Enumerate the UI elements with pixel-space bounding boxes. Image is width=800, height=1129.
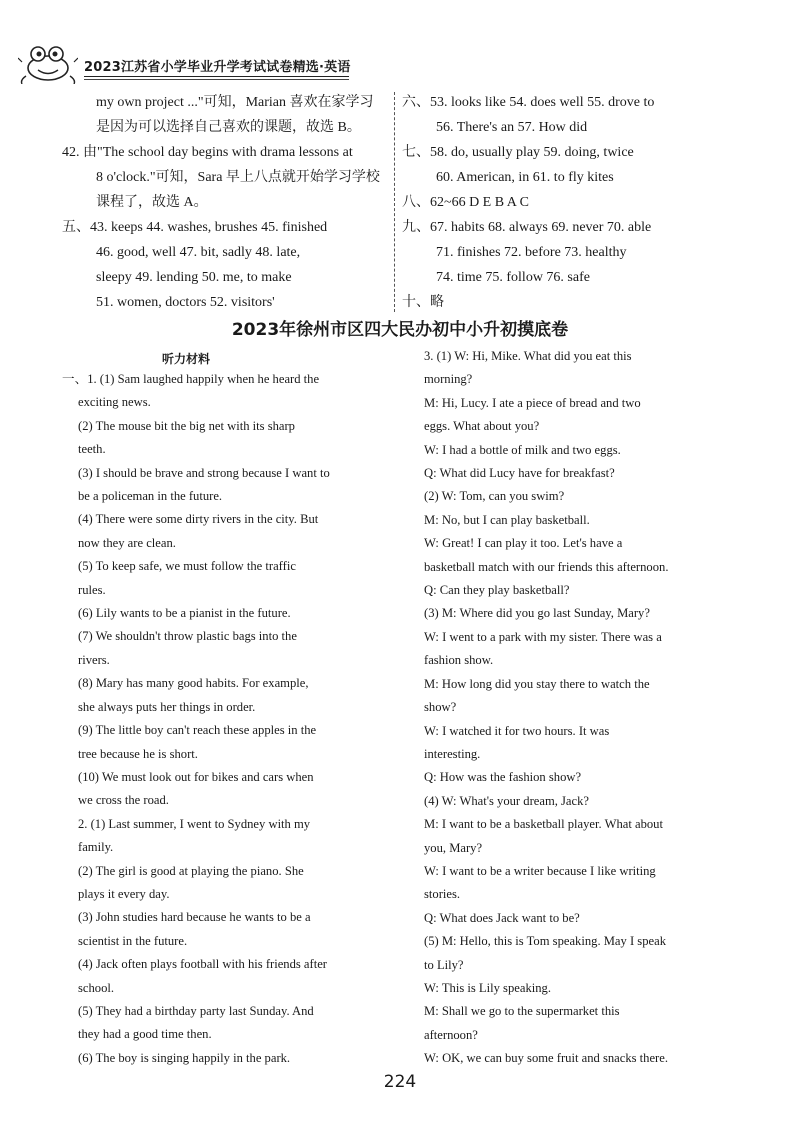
listening-line: she always puts her things in order.: [78, 699, 256, 714]
listening-line: W: I went to a park with my sister. There was a: [424, 629, 662, 644]
listening-line: you, Mary?: [424, 840, 483, 855]
listening-line: eggs. What about you?: [424, 419, 540, 434]
listening-line: now they are clean.: [78, 535, 176, 550]
answer-line: 六、53. looks like 54. does well 55. drove to: [402, 95, 655, 110]
listening-line: school.: [78, 980, 115, 995]
answer-line: 九、67. habits 68. always 69. never 70. able: [402, 220, 652, 235]
listening-line: Q: How was the fashion show?: [424, 770, 582, 785]
listening-line: W: I watched it for two hours. It was: [424, 723, 610, 738]
listening-line: W: This is Lily speaking.: [424, 980, 551, 995]
listening-line: plays it every day.: [78, 886, 170, 901]
answer-line: 8 o'clock."可知，Sara 早上八点就开始学习学校: [96, 170, 380, 185]
listening-line: (4) There were some dirty rivers in the city. But: [78, 512, 319, 527]
listening-line: M: How long did you stay there to watch the: [424, 676, 650, 691]
page-header: [8, 36, 368, 88]
listening-line: be a policeman in the future.: [78, 489, 223, 504]
answers-right-column: [402, 90, 732, 315]
listening-line: (4) Jack often plays football with his friends after: [78, 957, 328, 972]
listening-line: rules.: [78, 582, 106, 597]
listening-line: (7) We shouldn't throw plastic bags into the: [78, 629, 297, 644]
answer-line: 七、58. do, usually play 59. doing, twice: [402, 145, 634, 160]
listening-line: (3) John studies hard because he wants to be a: [78, 910, 311, 925]
answer-line: 46. good, well 47. bit, sadly 48. late,: [96, 245, 301, 260]
answer-line: my own project ..."可知，Marian 喜欢在家学习: [96, 95, 374, 110]
listening-line: W: Great! I can play it too. Let's have a: [424, 536, 623, 551]
answer-line: 十、略: [402, 295, 444, 310]
listening-line: (5) To keep safe, we must follow the traffic: [78, 559, 296, 574]
listening-line: interesting.: [424, 746, 481, 761]
listening-line: morning?: [424, 372, 473, 387]
frog-mascot-icon: [18, 40, 78, 84]
listening-line: fashion show.: [424, 653, 494, 668]
listening-line: to Lily?: [424, 957, 464, 972]
listening-line: basketball match with our friends this afternoon.: [424, 559, 669, 574]
listening-line: (10) We must look out for bikes and cars when: [78, 769, 314, 784]
listening-line: Q: What did Lucy have for breakfast?: [424, 466, 615, 481]
header-title: 2023江苏省小学毕业升学考试试卷精选·英语: [84, 60, 351, 75]
answer-line: sleepy 49. lending 50. me, to make: [96, 270, 292, 285]
listening-line: (8) Mary has many good habits. For example,: [78, 676, 309, 691]
answer-line: 71. finishes 72. before 73. healthy: [436, 245, 627, 260]
listening-line: we cross the road.: [78, 793, 169, 808]
listening-line: tree because he is short.: [78, 746, 198, 761]
listening-line: M: No, but I can play basketball.: [424, 512, 590, 527]
answer-line: 56. There's an 57. How did: [436, 120, 588, 135]
listening-line: W: I want to be a writer because I like writing: [424, 863, 656, 878]
listening-line: M: Shall we go to the supermarket this: [424, 1004, 620, 1019]
listening-line: (6) Lily wants to be a pianist in the future.: [78, 606, 291, 621]
listening-line: rivers.: [78, 652, 110, 667]
listening-line: Q: Can they play basketball?: [424, 583, 570, 598]
listening-line: exciting news.: [78, 395, 151, 410]
answer-line: 八、62~66 D E B A C: [402, 195, 529, 210]
answer-line: 是因为可以选择自己喜欢的课题，故选 B。: [96, 120, 361, 135]
listening-line: (3) M: Where did you go last Sunday, Mary?: [424, 606, 650, 621]
listening-line: M: I want to be a basketball player. What about: [424, 817, 663, 832]
listening-line: (5) M: Hello, this is Tom speaking. May I speak: [424, 934, 666, 949]
listening-line: show?: [424, 700, 457, 715]
listening-left-column: [62, 368, 380, 1070]
listening-line: afternoon?: [424, 1027, 478, 1042]
listening-line: (6) The boy is singing happily in the park.: [78, 1050, 291, 1065]
answers-left-column: [62, 90, 392, 315]
listening-line: (3) I should be brave and strong because I want to: [78, 465, 330, 480]
exam-title: 2023年徐州市区四大民办初中小升初摸底卷: [231, 320, 569, 340]
answer-line: 60. American, in 61. to fly kites: [436, 170, 614, 185]
listening-line: (2) The mouse bit the big net with its sharp: [78, 418, 295, 433]
listening-line: family.: [78, 840, 114, 855]
listening-right-column: [424, 345, 734, 1071]
listening-line: 2. (1) Last summer, I went to Sydney with my: [78, 816, 311, 831]
listening-line: teeth.: [78, 442, 106, 457]
page-number: 224: [383, 1072, 417, 1092]
header-rule: [84, 76, 349, 77]
header-rule-thin: [84, 79, 349, 80]
listening-line: (9) The little boy can't reach these apples in the: [78, 723, 317, 738]
answer-line: 课程了，故选 A。: [96, 195, 208, 210]
listening-line: (2) The girl is good at playing the piano. She: [78, 863, 304, 878]
answer-line: 五、43. keeps 44. washes, brushes 45. finished: [62, 220, 328, 235]
column-divider: [394, 92, 395, 312]
listening-line: (5) They had a birthday party last Sunday. And: [78, 1003, 314, 1018]
listening-line: 3. (1) W: Hi, Mike. What did you eat this: [424, 349, 632, 363]
listening-line: 一、1. (1) Sam laughed happily when he heard the: [62, 372, 320, 386]
listening-line: scientist in the future.: [78, 933, 188, 948]
listening-line: (4) W: What's your dream, Jack?: [424, 793, 589, 808]
section-label: 听力材料: [162, 352, 211, 366]
answer-line: 42. 由"The school day begins with drama lessons at: [62, 145, 353, 160]
answer-line: 74. time 75. follow 76. safe: [436, 270, 590, 285]
listening-line: W: OK, we can buy some fruit and snacks there.: [424, 1051, 668, 1066]
listening-line: they had a good time then.: [78, 1027, 212, 1042]
answer-line: 51. women, doctors 52. visitors': [96, 295, 275, 310]
listening-line: Q: What does Jack want to be?: [424, 910, 580, 925]
listening-line: M: Hi, Lucy. I ate a piece of bread and two: [424, 395, 641, 410]
listening-line: W: I had a bottle of milk and two eggs.: [424, 442, 621, 457]
listening-line: (2) W: Tom, can you swim?: [424, 489, 565, 504]
listening-line: stories.: [424, 887, 461, 902]
